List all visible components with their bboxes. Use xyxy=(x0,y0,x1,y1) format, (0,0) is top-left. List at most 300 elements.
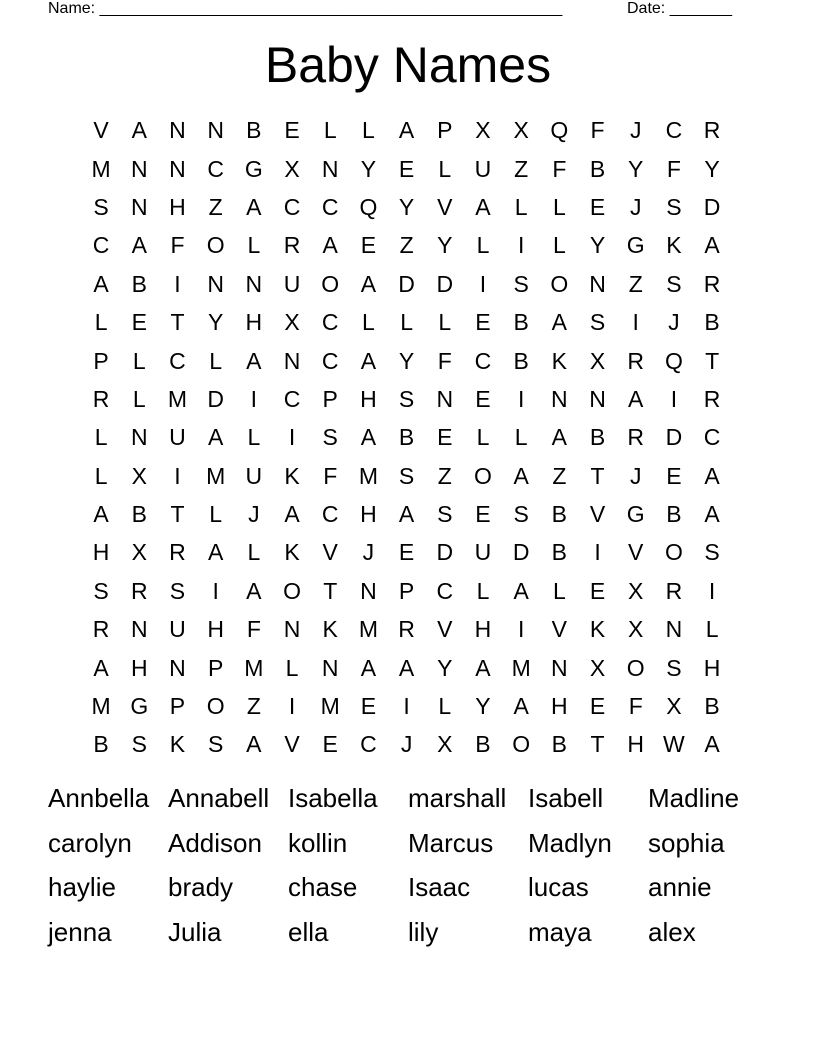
grid-row xyxy=(82,610,732,648)
grid-letter: A xyxy=(628,385,644,412)
grid-letter: O xyxy=(283,577,301,604)
grid-letter: V xyxy=(589,501,606,528)
grid-letter: X xyxy=(589,654,606,681)
grid-letter: R xyxy=(92,385,110,412)
grid-letter: L xyxy=(438,309,452,336)
grid-letter: L xyxy=(362,117,375,144)
grid-letter: M xyxy=(244,654,264,681)
grid-letter: G xyxy=(244,155,263,182)
grid-letter: Q xyxy=(359,193,378,220)
grid-letter: L xyxy=(438,155,452,182)
grid-letter: A xyxy=(513,462,529,489)
grid-letter: T xyxy=(705,347,720,374)
grid-letter: T xyxy=(590,731,605,758)
word-list-item: ella xyxy=(288,916,329,947)
grid-letter: N xyxy=(130,155,148,182)
word-list-item: maya xyxy=(528,916,592,947)
grid-letter: L xyxy=(400,309,413,336)
grid-letter: Q xyxy=(550,117,569,144)
grid-letter: L xyxy=(209,347,223,374)
grid-letter: N xyxy=(360,577,377,604)
grid-letter: C xyxy=(703,424,721,451)
grid-letter: S xyxy=(666,654,682,681)
grid-letter: A xyxy=(246,731,262,758)
grid-letter: J xyxy=(629,193,642,220)
grid-row xyxy=(82,687,732,725)
grid-letter: F xyxy=(666,155,681,182)
word-list-item: Isabell xyxy=(528,783,604,813)
grid-letter: C xyxy=(321,347,339,374)
grid-letter: S xyxy=(666,270,682,297)
grid-letter: E xyxy=(589,693,606,720)
grid-letter: N xyxy=(169,654,186,681)
grid-letter: E xyxy=(322,731,338,758)
grid-letter: A xyxy=(551,309,568,336)
grid-letter: L xyxy=(476,577,490,604)
grid-letter: S xyxy=(93,193,109,220)
grid-letter: O xyxy=(206,693,225,720)
grid-letter: C xyxy=(360,731,377,758)
grid-letter: I xyxy=(517,385,525,412)
grid-letter: B xyxy=(704,693,720,720)
grid-letter: X xyxy=(131,539,147,566)
grid-letter: A xyxy=(93,501,109,528)
grid-letter: C xyxy=(436,577,454,604)
word-list-item: alex xyxy=(648,916,696,947)
grid-letter: H xyxy=(245,309,263,336)
grid-letter: B xyxy=(551,501,568,528)
grid-letter: G xyxy=(626,232,645,259)
grid-letter: E xyxy=(475,309,491,336)
grid-letter: V xyxy=(93,117,109,144)
grid-letter: O xyxy=(550,270,569,297)
grid-letter: N xyxy=(589,385,606,412)
grid-letter: Y xyxy=(704,155,720,182)
grid-letter: C xyxy=(283,193,301,220)
grid-letter: L xyxy=(209,501,223,528)
grid-letter: P xyxy=(207,654,224,681)
grid-row xyxy=(82,725,732,763)
grid-letter: A xyxy=(513,577,529,604)
grid-letter: A xyxy=(704,501,720,528)
grid-letter: T xyxy=(323,577,338,604)
grid-letter: J xyxy=(400,731,413,758)
grid-letter: S xyxy=(207,731,224,758)
grid-letter: C xyxy=(283,385,301,412)
grid-letter: B xyxy=(513,347,529,374)
grid-letter: D xyxy=(207,385,224,412)
grid-letter: Z xyxy=(552,462,567,489)
grid-row xyxy=(82,341,732,379)
grid-letter: A xyxy=(93,654,109,681)
grid-letter: D xyxy=(436,539,454,566)
grid-letter: C xyxy=(665,117,683,144)
grid-letter: S xyxy=(666,193,682,220)
grid-letter: X xyxy=(513,117,529,144)
grid-letter: Z xyxy=(399,232,414,259)
word-list-item: Isaac xyxy=(408,872,471,902)
word-list xyxy=(48,776,768,954)
grid-letter: M xyxy=(91,693,111,720)
grid-letter: L xyxy=(285,654,299,681)
grid-letter: Z xyxy=(514,155,529,182)
grid-letter: B xyxy=(398,424,415,451)
grid-letter: N xyxy=(207,270,224,297)
grid-letter: V xyxy=(437,193,453,220)
grid-letter: P xyxy=(437,117,453,144)
grid-letter: H xyxy=(474,616,492,643)
grid-letter: B xyxy=(131,270,147,297)
grid-letter: N xyxy=(436,385,454,412)
grid-letter: I xyxy=(632,309,639,336)
grid-letter: F xyxy=(170,232,185,259)
grid-letter: U xyxy=(474,155,492,182)
date-field-label: Date: _______ xyxy=(627,0,732,17)
grid-letter: F xyxy=(628,693,643,720)
grid-letter: B xyxy=(131,501,147,528)
grid-letter: F xyxy=(590,117,605,144)
grid-letter: Y xyxy=(589,232,606,259)
grid-letter: R xyxy=(92,616,110,643)
word-list-item: Addison xyxy=(168,827,262,858)
grid-letter: K xyxy=(551,347,568,374)
grid-letter: U xyxy=(169,424,186,451)
grid-letter: R xyxy=(130,577,148,604)
grid-letter: B xyxy=(93,731,109,758)
grid-letter: H xyxy=(360,501,377,528)
grid-letter: R xyxy=(169,539,186,566)
word-list-item: haylie xyxy=(48,872,116,902)
grid-letter: S xyxy=(589,309,606,336)
grid-letter: E xyxy=(398,539,415,566)
word-list-item: Annabell xyxy=(168,783,270,813)
grid-letter: N xyxy=(130,424,148,451)
grid-letter: P xyxy=(93,347,109,374)
grid-letter: Y xyxy=(207,309,224,336)
grid-letter: N xyxy=(665,616,683,643)
grid-letter: I xyxy=(250,385,258,412)
grid-letter: U xyxy=(283,270,301,297)
grid-letter: S xyxy=(704,539,720,566)
grid-letter: S xyxy=(513,501,529,528)
grid-letter: A xyxy=(93,270,109,297)
grid-letter: K xyxy=(666,232,682,259)
grid-letter: X xyxy=(284,309,300,336)
grid-letter: J xyxy=(248,501,260,528)
grid-row xyxy=(82,149,732,187)
grid-letter: T xyxy=(590,462,605,489)
grid-letter: K xyxy=(322,616,338,643)
grid-letter: B xyxy=(666,501,682,528)
grid-letter: S xyxy=(437,501,453,528)
grid-letter: G xyxy=(626,501,645,528)
grid-letter: V xyxy=(551,616,568,643)
grid-letter: S xyxy=(93,577,109,604)
grid-letter: H xyxy=(703,654,721,681)
word-list-item: Isabella xyxy=(288,783,378,813)
grid-letter: I xyxy=(517,616,525,643)
grid-letter: A xyxy=(398,501,415,528)
grid-letter: I xyxy=(174,270,181,297)
grid-letter: L xyxy=(476,232,490,259)
grid-letter: I xyxy=(517,232,525,259)
grid-letter: E xyxy=(475,501,491,528)
grid-letter: M xyxy=(167,385,188,412)
grid-letter: Z xyxy=(437,462,452,489)
grid-letter: N xyxy=(169,117,186,144)
grid-letter: E xyxy=(437,424,453,451)
grid-letter: Z xyxy=(246,693,261,720)
grid-letter: X xyxy=(628,616,644,643)
grid-letter: F xyxy=(437,347,452,374)
grid-letter: W xyxy=(663,731,685,758)
grid-letter: E xyxy=(589,577,606,604)
grid-letter: B xyxy=(589,155,606,182)
grid-letter: C xyxy=(321,501,339,528)
grid-letter: A xyxy=(475,654,491,681)
grid-letter: A xyxy=(551,424,568,451)
grid-letter: A xyxy=(322,232,338,259)
grid-row xyxy=(82,188,732,226)
grid-letter: E xyxy=(666,462,682,489)
grid-letter: I xyxy=(212,577,219,604)
grid-letter: L xyxy=(705,616,719,643)
grid-letter: A xyxy=(207,424,224,451)
grid-letter: I xyxy=(288,424,296,451)
grid-letter: J xyxy=(362,539,375,566)
grid-letter: F xyxy=(323,462,338,489)
grid-letter: O xyxy=(512,731,531,758)
grid-letter: E xyxy=(360,232,377,259)
grid-letter: B xyxy=(551,731,568,758)
word-list-item: chase xyxy=(288,872,358,902)
grid-letter: U xyxy=(245,462,263,489)
grid-letter: E xyxy=(398,155,415,182)
word-list-item: carolyn xyxy=(48,827,132,858)
grid-letter: R xyxy=(703,270,721,297)
grid-letter: L xyxy=(132,347,146,374)
grid-letter: N xyxy=(551,385,568,412)
grid-letter: S xyxy=(398,462,415,489)
grid-letter: C xyxy=(321,193,339,220)
grid-letter: H xyxy=(551,693,568,720)
grid-letter: A xyxy=(704,462,720,489)
grid-letter: I xyxy=(174,462,181,489)
grid-letter: A xyxy=(131,117,147,144)
grid-letter: E xyxy=(284,117,300,144)
grid-letter: M xyxy=(206,462,226,489)
grid-letter: D xyxy=(512,539,530,566)
grid-letter: N xyxy=(551,654,568,681)
grid-letter: D xyxy=(703,193,721,220)
grid-letter: R xyxy=(283,232,301,259)
grid-letter: M xyxy=(358,462,378,489)
grid-letter: K xyxy=(284,462,300,489)
grid-letter: H xyxy=(360,385,377,412)
grid-letter: L xyxy=(247,232,261,259)
grid-letter: V xyxy=(322,539,338,566)
grid-letter: L xyxy=(552,232,566,259)
grid-letter: U xyxy=(169,616,186,643)
grid-letter: V xyxy=(437,616,453,643)
grid-letter: I xyxy=(708,577,716,604)
grid-letter: A xyxy=(246,347,262,374)
grid-letter: B xyxy=(589,424,606,451)
name-field-label: Name: ____________________________________________________ xyxy=(48,0,563,17)
grid-letter: N xyxy=(283,347,301,374)
grid-letter: X xyxy=(131,462,147,489)
grid-letter: J xyxy=(629,462,642,489)
grid-letter: X xyxy=(475,117,491,144)
word-list-item: jenna xyxy=(48,916,112,947)
letter-grid xyxy=(82,111,732,764)
grid-row xyxy=(82,533,732,571)
grid-letter: Z xyxy=(208,193,223,220)
grid-letter: N xyxy=(207,117,224,144)
grid-letter: Y xyxy=(628,155,644,182)
grid-letter: M xyxy=(320,693,340,720)
grid-letter: M xyxy=(91,155,111,182)
grid-letter: I xyxy=(479,270,487,297)
grid-letter: L xyxy=(514,424,528,451)
grid-letter: Q xyxy=(664,347,683,374)
grid-letter: C xyxy=(169,347,186,374)
grid-letter: L xyxy=(132,385,146,412)
grid-letter: S xyxy=(398,385,415,412)
grid-letter: A xyxy=(360,347,377,374)
grid-letter: B xyxy=(246,117,262,144)
grid-row xyxy=(82,495,732,533)
grid-letter: L xyxy=(323,117,337,144)
grid-letter: O xyxy=(321,270,340,297)
grid-letter: A xyxy=(360,270,377,297)
grid-letter: O xyxy=(474,462,492,489)
word-list-item: annie xyxy=(648,872,712,902)
word-list-item: Marcus xyxy=(408,827,494,858)
grid-letter: A xyxy=(207,539,224,566)
page-title: Baby Names xyxy=(264,37,552,93)
grid-letter: A xyxy=(398,654,415,681)
grid-letter: D xyxy=(436,270,454,297)
grid-letter: Y xyxy=(475,693,491,720)
grid-letter: K xyxy=(589,616,606,643)
grid-letter: L xyxy=(438,693,452,720)
grid-letter: S xyxy=(513,270,529,297)
grid-letter: S xyxy=(131,731,147,758)
grid-letter: O xyxy=(664,539,683,566)
grid-letter: R xyxy=(703,385,721,412)
grid-letter: R xyxy=(398,616,415,643)
grid-row xyxy=(82,111,732,149)
grid-row xyxy=(82,418,732,456)
grid-letter: V xyxy=(628,539,644,566)
grid-row xyxy=(82,303,732,341)
grid-letter: I xyxy=(594,539,601,566)
grid-letter: R xyxy=(703,117,721,144)
grid-letter: A xyxy=(246,577,262,604)
grid-letter: M xyxy=(511,654,531,681)
grid-letter: N xyxy=(130,193,148,220)
grid-row xyxy=(82,648,732,686)
grid-letter: E xyxy=(131,309,147,336)
grid-letter: N xyxy=(321,155,339,182)
grid-letter: T xyxy=(170,501,185,528)
word-list-item: Annbella xyxy=(48,783,150,813)
word-list-item: Madlyn xyxy=(528,827,612,858)
grid-letter: L xyxy=(247,539,261,566)
grid-letter: S xyxy=(322,424,338,451)
grid-letter: O xyxy=(626,654,645,681)
grid-letter: O xyxy=(206,232,225,259)
grid-letter: T xyxy=(170,309,185,336)
grid-letter: A xyxy=(398,117,415,144)
grid-letter: L xyxy=(362,309,375,336)
grid-letter: F xyxy=(552,155,567,182)
grid-letter: H xyxy=(130,654,148,681)
grid-letter: C xyxy=(474,347,492,374)
grid-letter: N xyxy=(321,654,339,681)
grid-letter: R xyxy=(665,577,683,604)
grid-letter: I xyxy=(670,385,678,412)
grid-letter: A xyxy=(246,193,262,220)
word-list-item: lily xyxy=(408,916,439,947)
grid-letter: C xyxy=(207,155,224,182)
grid-letter: P xyxy=(398,577,415,604)
grid-letter: S xyxy=(169,577,186,604)
grid-letter: L xyxy=(514,193,528,220)
grid-letter: A xyxy=(131,232,147,259)
grid-letter: F xyxy=(246,616,261,643)
grid-letter: A xyxy=(360,654,377,681)
grid-letter: Y xyxy=(398,193,415,220)
grid-letter: H xyxy=(627,731,645,758)
grid-letter: B xyxy=(513,309,529,336)
word-list-item: Madline xyxy=(648,783,740,813)
grid-letter: J xyxy=(668,309,680,336)
grid-letter: A xyxy=(475,193,491,220)
grid-letter: N xyxy=(169,155,186,182)
grid-letter: L xyxy=(552,193,566,220)
word-list-item: kollin xyxy=(288,827,348,858)
grid-letter: U xyxy=(474,539,492,566)
grid-letter: G xyxy=(130,693,149,720)
grid-letter: A xyxy=(704,731,720,758)
grid-letter: H xyxy=(207,616,224,643)
grid-letter: L xyxy=(552,577,566,604)
grid-letter: Y xyxy=(360,155,377,182)
word-list-item: marshall xyxy=(408,783,507,813)
grid-letter: L xyxy=(94,309,108,336)
grid-letter: N xyxy=(589,270,606,297)
grid-letter: A xyxy=(513,693,529,720)
grid-letter: Y xyxy=(437,232,453,259)
grid-letter: N xyxy=(245,270,263,297)
grid-letter: P xyxy=(322,385,338,412)
grid-letter: I xyxy=(288,693,296,720)
grid-row xyxy=(82,572,732,610)
grid-letter: A xyxy=(284,501,300,528)
word-list-item: lucas xyxy=(528,872,589,902)
grid-letter: I xyxy=(403,693,410,720)
grid-letter: V xyxy=(284,731,300,758)
grid-letter: P xyxy=(169,693,186,720)
grid-letter: A xyxy=(360,424,377,451)
grid-row xyxy=(82,380,732,418)
grid-letter: Z xyxy=(628,270,643,297)
grid-letter: B xyxy=(551,539,568,566)
grid-letter: J xyxy=(629,117,642,144)
word-list-item: brady xyxy=(168,872,234,902)
